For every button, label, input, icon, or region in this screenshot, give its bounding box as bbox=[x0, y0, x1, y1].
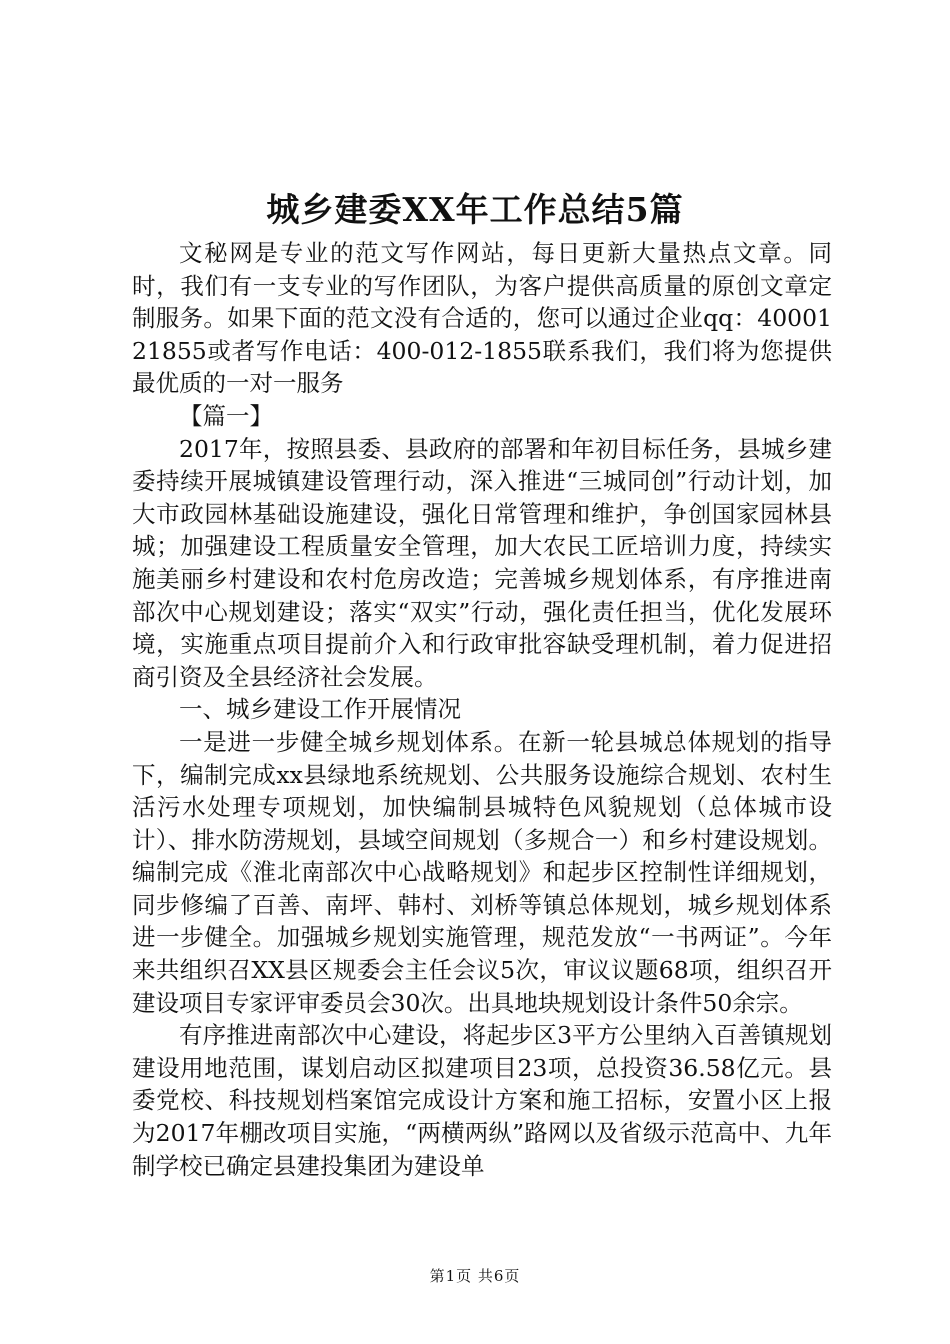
body-paragraph: 2017年，按照县委、县政府的部署和年初目标任务，县城乡建委持续开展城镇建设管理行动，深入推进“三城同创”行动计划，加大市政园林基础设施建设，强化日常管理和维护，争创国家园林县城；加强建设工程质量安全管理，加大农民工匠培训力度，持续实施美丽乡村建设和农村危房改造；完善城乡规划体系，有序推进南部次中心规划建设；落实“双实”行动，强化责任担当，优化发展环境，实施重点项目提前介入和行政审批容缺受理机制，着力促进招商引资及全县经济社会发展。 bbox=[132, 434, 832, 691]
body-paragraph: 一是进一步健全城乡规划体系。在新一轮县城总体规划的指导下，编制完成xx县绿地系统规划、公共服务设施综合规划、农村生活污水处理专项规划，加快编制县城特色风貌规划（总体城市设计）、排水防涝规划，县域空间规划（多规合一）和乡村建设规划。编制完成《淮北南部次中心战略规划》和起步区控制性详细规划，同步修编了百善、南坪、韩村、刘桥等镇总体规划，城乡规划体系进一步健全。加强城乡规划实施管理，规范发放“一书两证”。今年来共组织召XX县区规委会主任会议5次，审议议题68项，组织召开建设项目专家评审委员会30次。出具地块规划设计条件50余宗。 bbox=[132, 727, 832, 1017]
document-body bbox=[132, 237, 832, 1182]
page-number-footer: 第1页 共6页 bbox=[429, 1267, 521, 1285]
intro-paragraph: 文秘网是专业的范文写作网站，每日更新大量热点文章。同时，我们有一支专业的写作团队，为客户提供高质量的原创文章定制服务。如果下面的范文没有合适的，您可以通过企业qq：4000121855或者写作电话：400-012-1855联系我们，我们将为您提供最优质的一对一服务 bbox=[132, 239, 832, 398]
section-heading: 一、城乡建设工作开展情况 bbox=[179, 695, 461, 724]
body-paragraph: 有序推进南部次中心建设，将起步区3平方公里纳入百善镇规划建设用地范围，谋划启动区拟建项目23项，总投资36.58亿元。县委党校、科技规划档案馆完成设计方案和施工招标，安置小区上报为2017年棚改项目实施，“两横两纵”路网以及省级示范高中、九年制学校已确定县建投集团为建设单 bbox=[132, 1021, 832, 1180]
document-title: 城乡建委XX年工作总结5篇 bbox=[266, 190, 684, 229]
section-marker: 【篇一】 bbox=[179, 401, 273, 430]
